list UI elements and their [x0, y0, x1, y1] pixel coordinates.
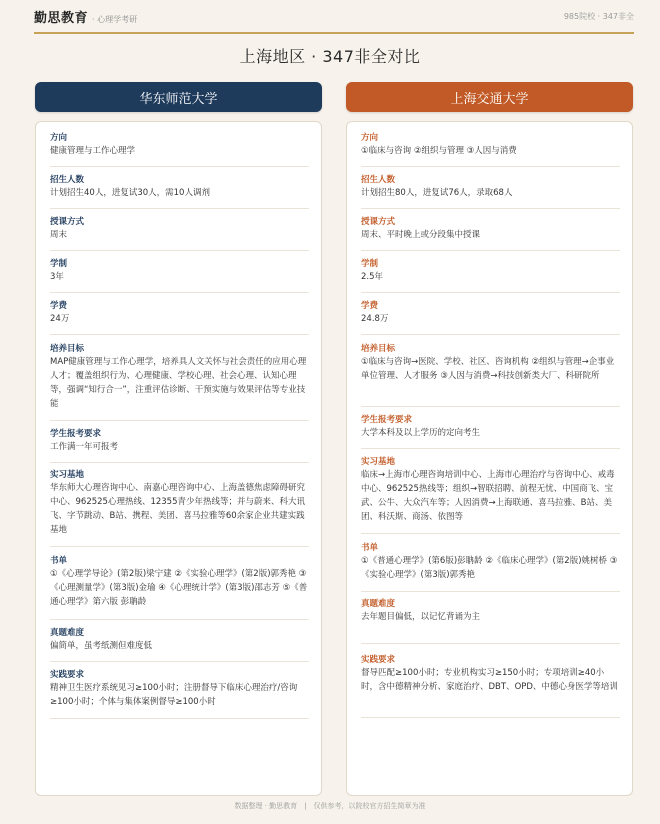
section-label: 招生人数 — [50, 175, 85, 185]
brand — [34, 7, 137, 26]
section-value: 健康管理与工作心理学 — [50, 146, 136, 156]
section-value: 2.5年 — [361, 272, 384, 282]
section-training-goal — [50, 343, 309, 421]
section-value: ①临床与咨询→医院、学校、社区、咨询机构 ②组织与管理→企事业单位管理、人才服务 ③人因与消费→科技创新类大厂、科研院所 — [361, 357, 615, 381]
section-value: 督导匹配≥100小时；专业机构实习≥150小时；专项培训≥40小时，含中德精神分析、家庭治疗、DBT、OPD、中德心身医学等培训 — [361, 668, 618, 692]
footer-note: 数据整理 · 勤思教育 | 仅供参考，以院校官方招生简章为准 — [234, 802, 426, 810]
section-training-goal — [361, 343, 620, 407]
section-value: ①临床与咨询 ②组织与管理 ③人因与消费 — [361, 146, 517, 156]
section-exam-difficulty — [361, 598, 620, 644]
section-exam-difficulty — [50, 627, 309, 662]
section-label: 实践要求 — [50, 670, 85, 680]
section-label: 学生报考要求 — [50, 429, 102, 439]
school-card-ecnu — [35, 121, 322, 796]
section-value: 3年 — [50, 272, 64, 282]
section-label: 学制 — [50, 259, 68, 269]
section-teaching-mode — [50, 216, 309, 251]
section-label: 学生报考要求 — [361, 415, 413, 425]
section-value: ①《普通心理学》(第6版)彭聃龄 ②《临床心理学》(第2版)姚树桥 ③《实验心理学》(第3版)郭秀艳 — [361, 556, 618, 580]
school-header-ecnu: 华东师范大学 — [35, 82, 322, 112]
section-duration — [361, 258, 620, 293]
section-value: 去年题目偏低，以记忆背诵为主 — [361, 612, 481, 622]
top-right-label: 985院校 · 347非全 — [563, 11, 634, 21]
section-tuition — [50, 300, 309, 335]
section-label: 授课方式 — [50, 217, 85, 227]
section-value: 偏简单，虽考纸测但难度低 — [50, 641, 153, 651]
section-label: 培养目标 — [361, 344, 396, 354]
page-title: 上海地区 · 347非全对比 — [239, 47, 421, 66]
section-label: 真题难度 — [361, 599, 396, 609]
section-duration — [50, 258, 309, 293]
section-value: 精神卫生医疗系统见习≥100小时；注册督导下临床心理治疗/咨询≥100小时；个体与集体案例督导≥100小时 — [50, 683, 298, 707]
section-label: 方向 — [50, 133, 68, 143]
section-label: 学费 — [50, 301, 68, 311]
section-label: 授课方式 — [361, 217, 396, 227]
section-value: 24万 — [50, 314, 70, 324]
section-enrollment — [50, 174, 309, 209]
section-label: 真题难度 — [50, 628, 85, 638]
section-value: 计划招生80人，进复试76人，录取68人 — [361, 188, 513, 198]
section-requirements — [50, 428, 309, 463]
section-practice-requirements — [50, 669, 309, 719]
section-value: 周末 — [50, 230, 68, 240]
section-tuition — [361, 300, 620, 335]
section-book-list — [50, 555, 309, 620]
section-label: 实习基地 — [361, 457, 396, 467]
section-internship-bases — [361, 456, 620, 534]
section-label: 实践要求 — [361, 655, 396, 665]
section-book-list — [361, 542, 620, 592]
section-label: 书单 — [50, 556, 68, 566]
section-label: 方向 — [361, 133, 379, 143]
section-label: 培养目标 — [50, 344, 85, 354]
school-header-sjtu: 上海交通大学 — [346, 82, 633, 112]
section-value: 24.8万 — [361, 314, 389, 324]
section-value: 计划招生40人，进复试30人，需10人调剂 — [50, 188, 210, 198]
section-label: 学制 — [361, 259, 379, 269]
section-value: 临床→上海市心理咨询培训中心、上海市心理治疗与咨询中心、戒毒中心、962525热线等；组织→智联招聘、前程无忧、中国商飞、宝武、公牛、大众汽车等；人因消费→上海联通、喜马拉雅、B站、美团、科沃斯、商汤、依图等 — [361, 470, 615, 522]
section-practice-requirements — [361, 654, 620, 718]
section-label: 招生人数 — [361, 175, 396, 185]
section-value: MAP健康管理与工作心理学，培养具人文关怀与社会责任的应用心理人才；覆盖组织行为、心理健康、学校心理、社会心理、认知心理等，强调“知行合一”，注重评估诊断、干预实施与效果评估等专业技能 — [50, 357, 307, 409]
brand-subtitle: · 心理学考研 — [92, 14, 138, 24]
brand-name: 勤思教育 — [34, 10, 89, 26]
section-internship-bases — [50, 469, 309, 547]
section-value: ①《心理学导论》(第2版)梁宁建 ②《实验心理学》(第2版)郭秀艳 ③《心理测量学》(第3版)金瑜 ④《心理统计学》(第3版)邵志芳 ⑤《普通心理学》第六版 彭聃龄 — [50, 569, 308, 607]
section-label: 学费 — [361, 301, 379, 311]
section-value: 大学本科及以上学历的定向考生 — [361, 428, 481, 438]
section-value: 华东师大心理咨询中心、南嘉心理咨询中心、上海盖德焦虑障碍研究中心、962525心理热线、12355青少年热线等；并与蔚来、科大讯飞、字节跳动、B站、携程、美团、喜马拉雅等60余家企业共建实践基地 — [50, 483, 306, 535]
section-requirements — [361, 414, 620, 449]
section-label: 实习基地 — [50, 470, 85, 480]
section-teaching-mode — [361, 216, 620, 251]
section-value: 周末、平时晚上或分段集中授课 — [361, 230, 481, 240]
section-direction — [361, 132, 620, 167]
section-label: 书单 — [361, 543, 379, 553]
section-enrollment — [361, 174, 620, 209]
section-value: 工作满一年可报考 — [50, 442, 119, 452]
top-bar — [34, 0, 634, 34]
section-direction — [50, 132, 309, 167]
school-card-sjtu — [346, 121, 633, 796]
